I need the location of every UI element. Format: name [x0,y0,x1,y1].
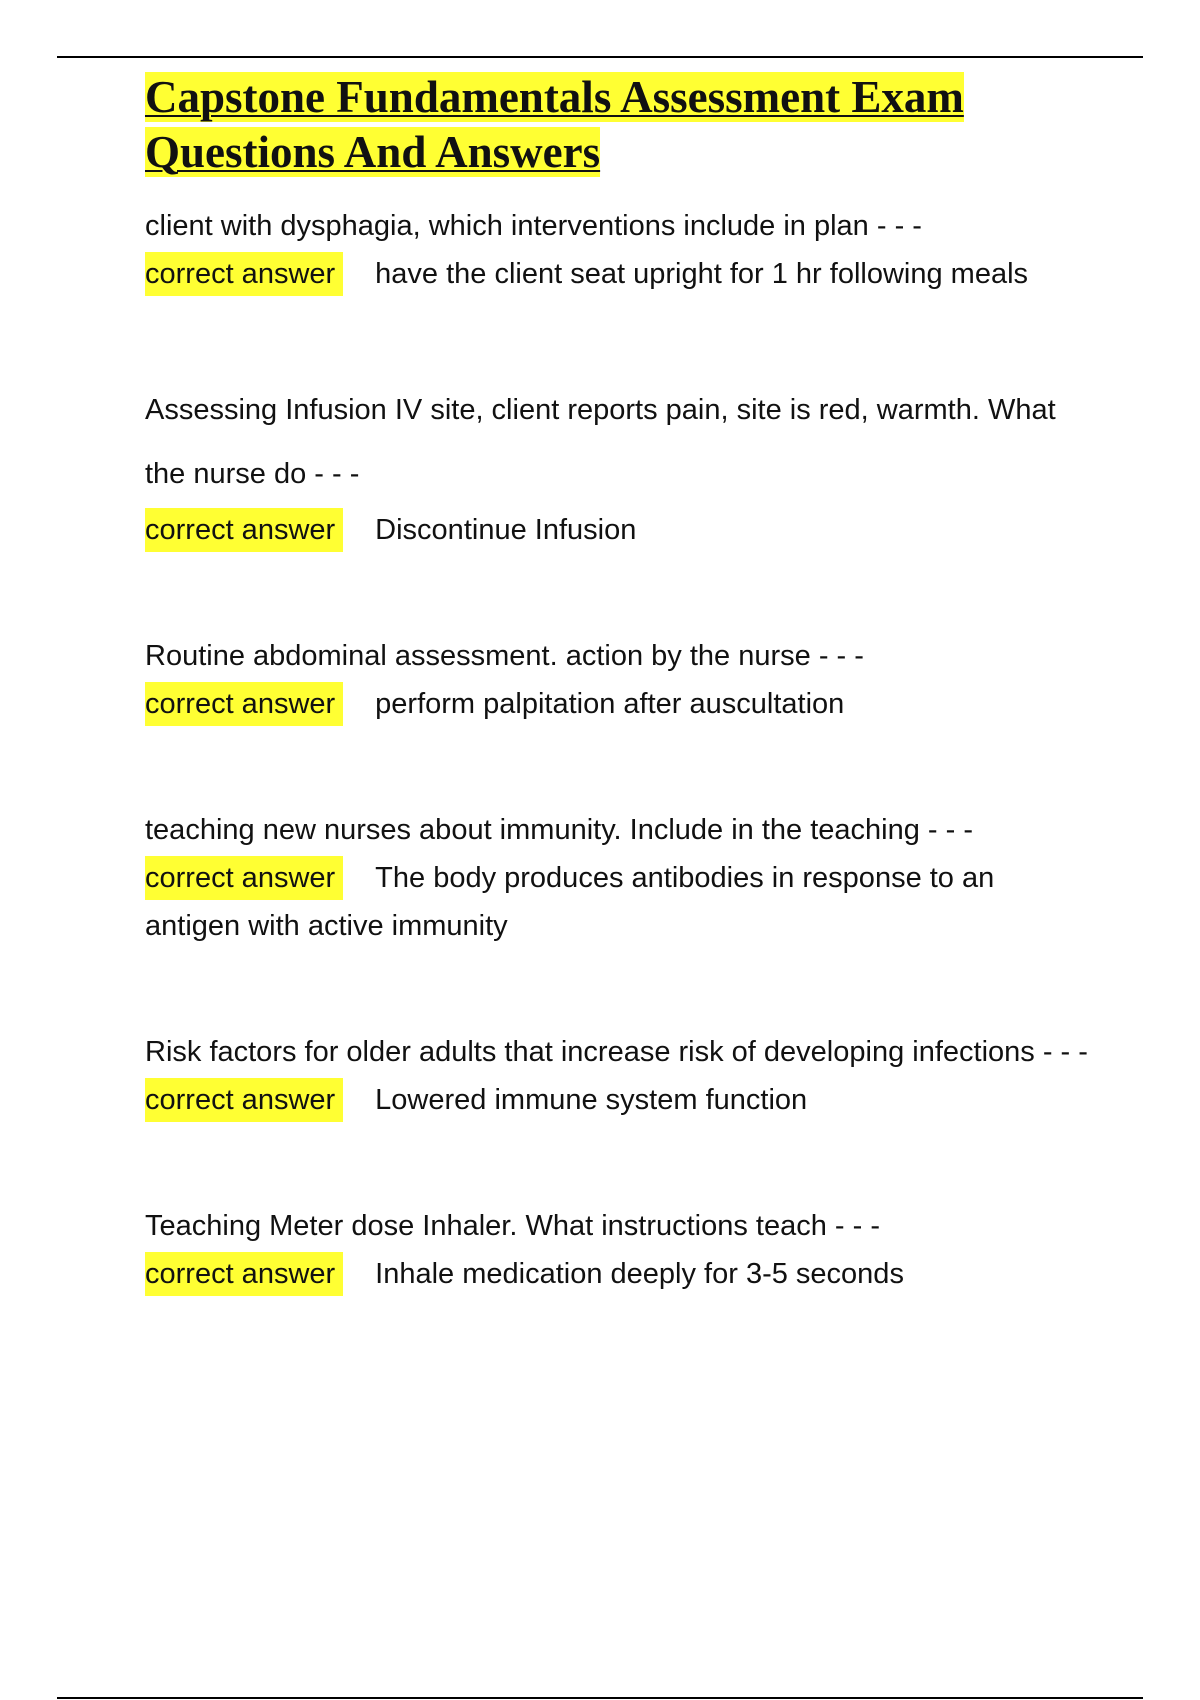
question-text: Risk factors for older adults that increase risk of developing infections - - - [145,1036,1088,1068]
answer-row [145,1250,1095,1298]
answer-row [145,680,1095,728]
question-text: Routine abdominal assessment. action by the nurse - - - [145,640,864,672]
answer-text: perform palpitation after auscultation [375,688,845,720]
answer-text: Inhale medication deeply for 3-5 seconds [375,1258,904,1290]
answer-row [145,250,1095,298]
top-rule [57,56,1143,58]
answer-text: Discontinue Infusion [375,514,637,546]
qa-item [145,1202,1095,1298]
question-text: client with dysphagia, which interventions include in plan - - - [145,210,922,242]
answer-label: correct answer [145,856,343,900]
answer-label: correct answer [145,508,343,552]
qa-item [145,632,1095,728]
qa-item [145,1028,1095,1124]
answer-row [145,854,1095,950]
answer-row [145,506,1095,554]
question-text: Assessing Infusion IV site, client reports pain, site is red, warmth. What the nurse do - - - [145,394,1056,490]
answer-row [145,1076,1095,1124]
answer-label: correct answer [145,1252,343,1296]
question-text: teaching new nurses about immunity. Include in the teaching - - - [145,814,974,846]
bottom-rule [57,1697,1143,1699]
answer-label: correct answer [145,682,343,726]
answer-label: correct answer [145,1078,343,1122]
answer-text: The body produces antibodies in response to an antigen with active immunity [145,862,995,942]
document-title: Capstone Fundamentals Assessment Exam Questions And Answers [145,72,964,177]
answer-label: correct answer [145,252,343,296]
answer-text: have the client seat upright for 1 hr following meals [375,258,1029,290]
document-body [145,70,1095,1298]
question-text: Teaching Meter dose Inhaler. What instructions teach - - - [145,1210,881,1242]
qa-item [145,378,1095,554]
qa-item [145,202,1095,298]
answer-text: Lowered immune system function [375,1084,808,1116]
qa-item [145,806,1095,950]
